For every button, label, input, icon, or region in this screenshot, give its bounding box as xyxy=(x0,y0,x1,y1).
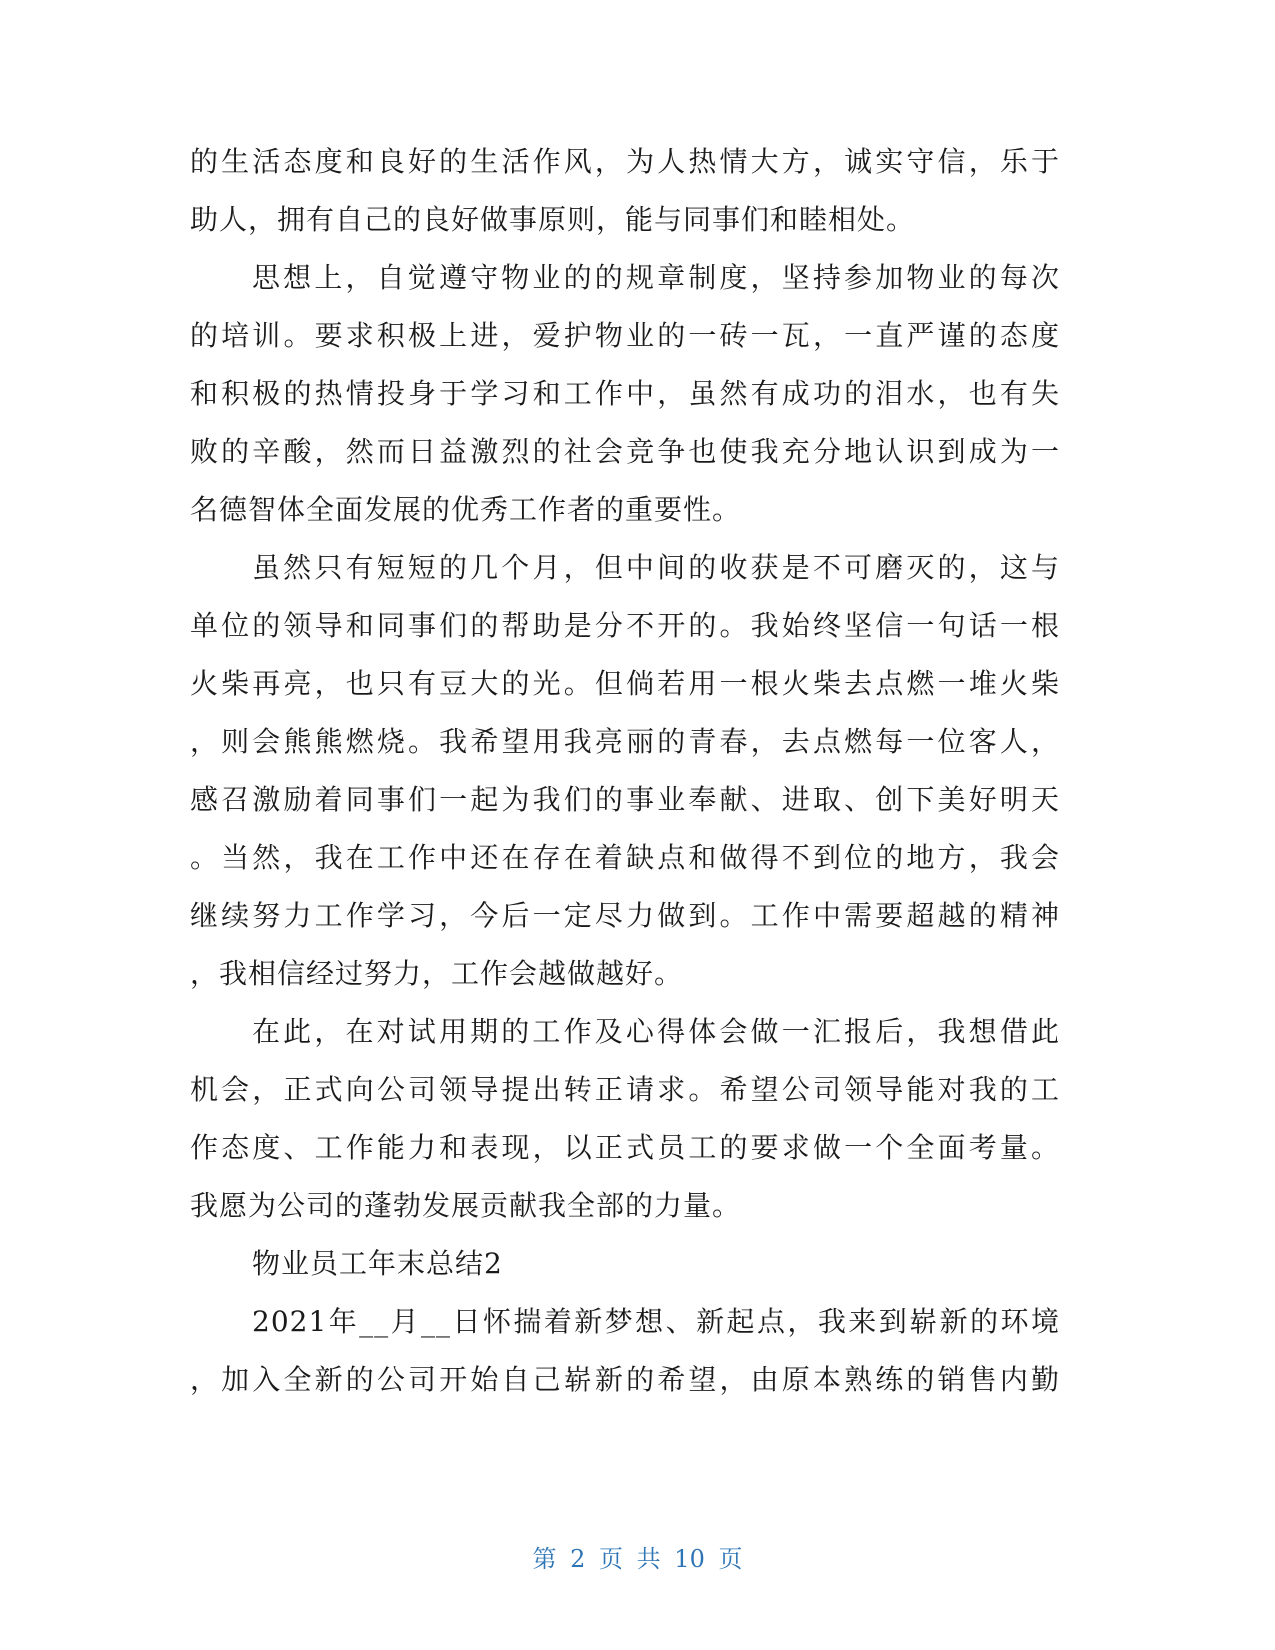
text-line: 的培训。要求积极上进，爱护物业的一砖一瓦，一直严谨的态度 xyxy=(190,319,1060,352)
text-line: 和积极的热情投身于学习和工作中，虽然有成功的泪水，也有失 xyxy=(190,377,1060,410)
text-line: 火柴再亮，也只有豆大的光。但倘若用一根火柴去点燃一堆火柴 xyxy=(190,667,1060,700)
text-line: 的生活态度和良好的生活作风，为人热情大方，诚实守信，乐于 xyxy=(190,145,1060,178)
section-heading: 物业员工年末总结2 xyxy=(252,1247,503,1280)
text-line: ，则会熊熊燃烧。我希望用我亮丽的青春，去点燃每一位客人， xyxy=(190,725,1060,758)
text-line: 感召激励着同事们一起为我们的事业奉献、进取、创下美好明天 xyxy=(190,783,1060,816)
text-line: 作态度、工作能力和表现，以正式员工的要求做一个全面考量。 xyxy=(190,1131,1060,1164)
page-number-footer: 第 2 页 共 10 页 xyxy=(532,1545,743,1573)
text-line: 虽然只有短短的几个月，但中间的收获是不可磨灭的，这与 xyxy=(252,551,1060,584)
text-line: 2021年__月__日怀揣着新梦想、新起点，我来到崭新的环境 xyxy=(252,1305,1060,1338)
text-line: 名德智体全面发展的优秀工作者的重要性。 xyxy=(190,493,742,526)
text-line: 。当然，我在工作中还在存在着缺点和做得不到位的地方，我会 xyxy=(190,841,1060,874)
text-line: 思想上，自觉遵守物业的的规章制度，坚持参加物业的每次 xyxy=(252,261,1060,294)
text-line: 助人，拥有自己的良好做事原则，能与同事们和睦相处。 xyxy=(190,203,916,236)
text-line: 机会，正式向公司领导提出转正请求。希望公司领导能对我的工 xyxy=(190,1073,1060,1106)
text-line: 单位的领导和同事们的帮助是分不开的。我始终坚信一句话一根 xyxy=(190,609,1060,642)
text-line: 继续努力工作学习，今后一定尽力做到。工作中需要超越的精神 xyxy=(190,899,1060,932)
text-line: 我愿为公司的蓬勃发展贡献我全部的力量。 xyxy=(190,1189,742,1222)
text-line: 败的辛酸，然而日益激烈的社会竞争也使我充分地认识到成为一 xyxy=(190,435,1060,468)
text-line: ，加入全新的公司开始自己崭新的希望，由原本熟练的销售内勤 xyxy=(190,1363,1060,1396)
text-line: 在此，在对试用期的工作及心得体会做一汇报后，我想借此 xyxy=(252,1015,1060,1048)
text-line: ，我相信经过努力，工作会越做越好。 xyxy=(190,957,684,990)
